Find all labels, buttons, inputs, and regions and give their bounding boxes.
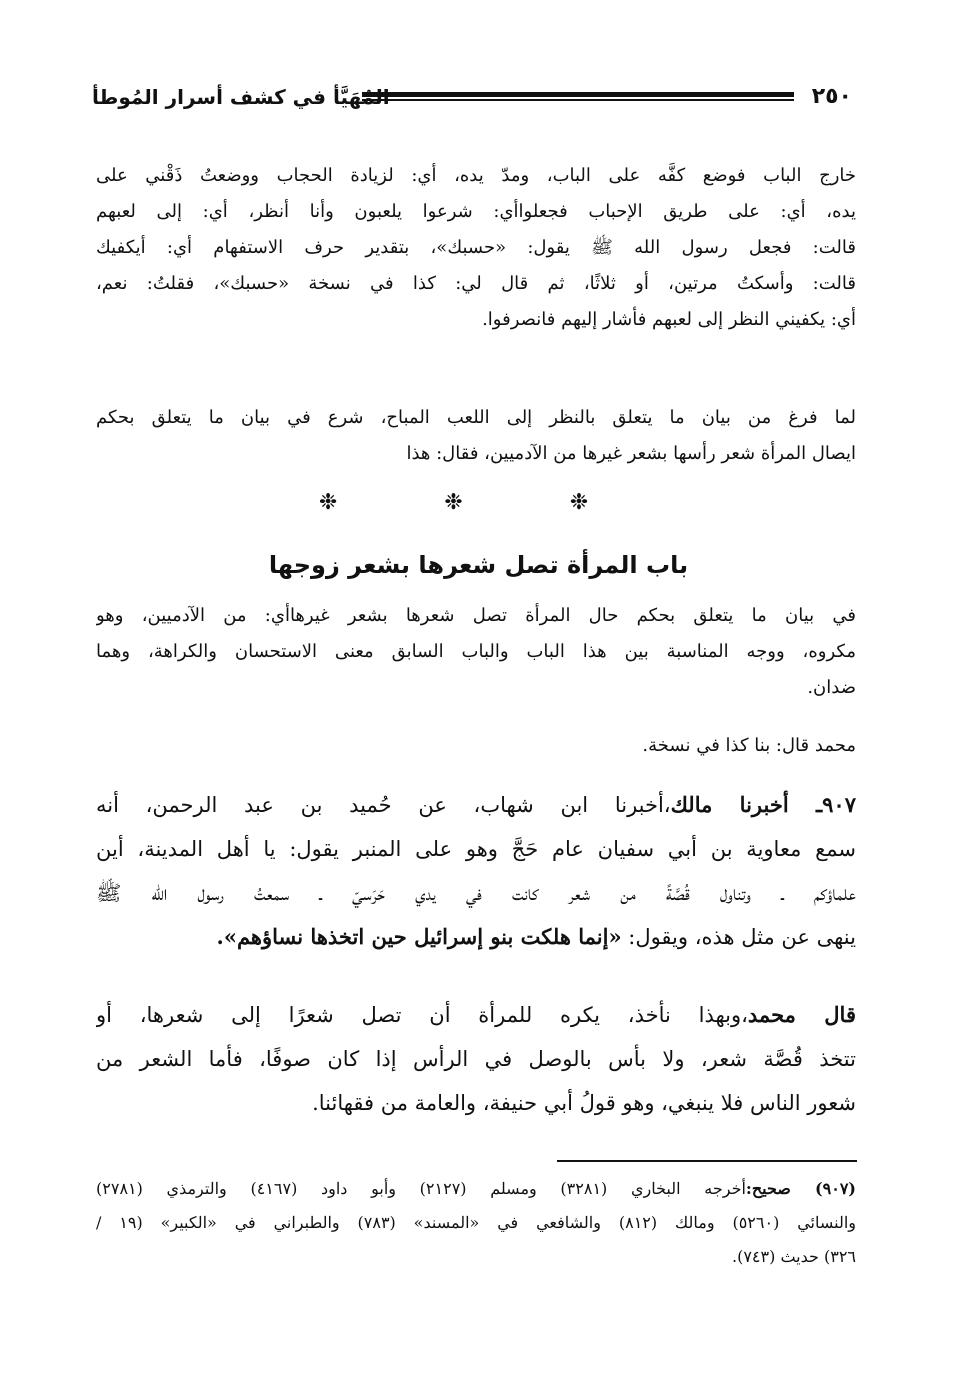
paragraph-4 (96, 728, 856, 764)
text-line (96, 993, 856, 1037)
text-line: محمد قال: بنا كذا في نسخة. (642, 735, 856, 756)
text-line: مكروه، ووجه المناسبة بين هذا الباب والباب السابق معنى الاستحسان والكراهة، وهما (96, 641, 856, 662)
section-separator: ❉ ❉ ❉ (318, 490, 639, 515)
commentary-label: قال محمد (747, 1002, 856, 1027)
footnote-line: ٣٢٦) حديث (٧٤٣). (732, 1247, 856, 1266)
text-line: سمع معاوية بن أبي سفيان عام حَجَّ وهو على المنبر يقول: يا أهل المدينة، أين (96, 837, 856, 861)
hadith-text: ،أخبرنا ابن شهاب، عن حُميد بن عبد الرحمن، أنه (96, 793, 671, 817)
text-line: خارج الباب فوضع كفَّه على الباب، ومدّ يده، أي: لزيادة الحجاب ووضعتُ ذَقْني على (96, 165, 856, 186)
page-header (92, 82, 852, 118)
paragraph-3 (96, 598, 856, 706)
text-line: أي: يكفيني النظر إلى لعبهم فأشار إليهم فانصرفوا. (482, 309, 856, 330)
text-line: في بيان ما يتعلق بحكم حال المرأة تصل شعرها بشعر غيرهاأي: من الآدميين، وهو (96, 605, 856, 626)
text-line: يده، أي: على طريق الإحباب فجعلواأي: شرعوا يلعبون وأنا أنظر، أي: إلى لعبهم (96, 201, 856, 222)
hadith-quote: «إنما هلكت بنو إسرائيل حين اتخذها نساؤهم». (216, 924, 622, 949)
paragraph-1 (96, 158, 856, 338)
header-rule (362, 92, 794, 101)
text-line: قالت: وأسكتُ مرتين، أو ثلاثًا، ثم قال لي: كذا في نسخة «حسبك»، فقلتُ: نعم، (96, 273, 856, 294)
page-number: ٢٥٠ (811, 84, 852, 109)
hadith-number: ٩٠٧ـ أخبرنا مالك (670, 792, 856, 817)
footnote-line: والنسائي (٥٢٦٠) ومالك (٨١٢) والشافعي في «المسند» (٧٨٣) والطبراني في «الكبير» (١٩ / (96, 1213, 856, 1232)
commentary-text: ،وبهذا نأخذ، يكره للمرأة أن تصل شعرًا إلى شعرها، أو (96, 1003, 748, 1027)
footnote-rule (557, 1160, 857, 1162)
chapter-title: باب المرأة تصل شعرها بشعر زوجها (268, 551, 689, 579)
text-line (96, 915, 856, 959)
text-line: علماؤكم ـ وتناول قُصَّةً من شعر كانت في يدي حَرَسيّ ـ سمعتُ رسول الله ﷺ (96, 881, 856, 905)
text-line: لما فرغ من بيان ما يتعلق بالنظر إلى اللعب المباح، شرع في بيان ما يتعلق بحكم (96, 407, 856, 428)
text-line: ضدان. (807, 677, 856, 698)
hadith-text: ينهى عن مثل هذه، ويقول: (621, 925, 856, 949)
text-line: قالت: فجعل رسول الله ﷺ يقول: «حسبك»، بتقدير حرف الاستفهام أي: أيكفيك (96, 237, 856, 258)
text-line: تتخذ قُصَّة شعر، ولا بأس بالوصل في الرأس إذا كان صوفًا، فأما الشعر من (96, 1047, 856, 1071)
paragraph-2 (96, 400, 856, 472)
footnote-text: أخرجه البخاري (٣٢٨١) ومسلم (٢١٢٧) وأبو داود (٤١٦٧) والترمذي (٢٧٨١) (96, 1179, 746, 1198)
book-title: المُهَيَّأ في كشف أسرار المُوطأ (92, 85, 390, 109)
text-line (96, 783, 856, 827)
hadith-907 (96, 783, 856, 959)
text-line: ايصال المرأة شعر رأسها بشعر غيرها من الآدميين، فقال: هذا (406, 443, 856, 464)
muhammad-commentary (96, 993, 856, 1125)
footnote-line (96, 1172, 856, 1206)
footnote-label: (٩٠٧) صحيح: (745, 1179, 856, 1198)
footnotes (96, 1172, 856, 1274)
text-line: شعور الناس فلا ينبغي، وهو قولُ أبي حنيفة، والعامة من فقهائنا. (312, 1091, 856, 1115)
